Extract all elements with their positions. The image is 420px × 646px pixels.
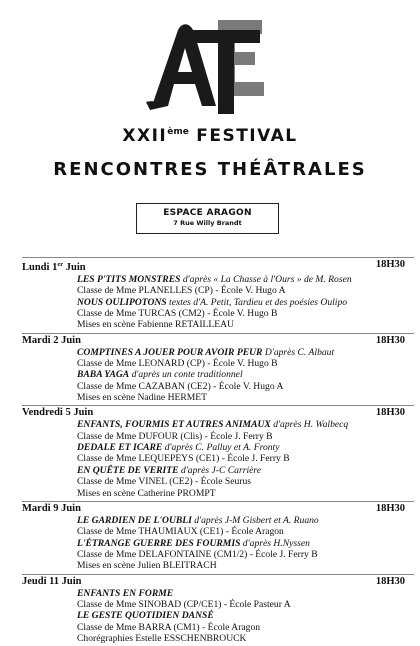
day-time: 18H30 — [375, 575, 405, 587]
schedule-line: Classe de Mme SINOBAD (CP/CE1) - École Pasteur A — [77, 598, 291, 610]
day-label-main: Mardi 9 Juin — [22, 502, 81, 514]
show-title: BABA YAGA — [77, 369, 130, 381]
day-label-main: Jeudi 11 Juin — [22, 575, 82, 587]
day-label — [22, 576, 82, 588]
show-title-line — [77, 610, 414, 621]
schedule-line: Chorégraphies Estelle ESSCHENBROUCK — [77, 632, 247, 644]
show-title-line — [77, 588, 414, 599]
day-block — [22, 501, 414, 572]
day-label — [22, 259, 86, 274]
show-title: NOUS OULIPOTONS — [77, 296, 167, 308]
title-prefix: XXII — [122, 126, 168, 146]
show-title-line — [77, 515, 414, 526]
show-title: ENFANTS, FOURMIS ET AUTRES ANIMAUX — [77, 419, 271, 431]
day-label-main: Lundi 1 — [22, 262, 58, 273]
schedule-line: Classe de Mme PLANELLES (CP) - École V. Hugo A — [77, 285, 286, 297]
show-credit: textes d'A. Petit, Tardieu et des poésies Oulipo — [166, 296, 348, 308]
show-title: ENFANTS EN FORME — [77, 587, 174, 599]
schedule-line: Mises en scène Julien BLEITRACH — [77, 560, 217, 572]
day-block — [22, 405, 414, 498]
show-title-line — [77, 274, 414, 285]
schedule-line: Classe de Mme LEONARD (CP) - École V. Hugo B — [77, 358, 278, 370]
show-credit: d'après H. Walbecq — [270, 419, 349, 431]
schedule-line: Classe de Mme LEQUEPEYS (CE1) - École J. Ferry B — [77, 453, 290, 465]
schedule-line: Classe de Mme DUFOUR (Clis) - École J. Ferry B — [77, 430, 273, 442]
venue-name: ESPACE ARAGON — [163, 208, 252, 218]
schedule-line: Classe de Mme DELAFONTAINE (CM1/2) - École J. Ferry B — [77, 548, 318, 560]
ate-logo — [138, 10, 288, 120]
day-time: 18H30 — [375, 502, 405, 514]
show-title-line — [77, 297, 414, 308]
schedule-line: Mises en scène Nadine HERMET — [77, 392, 208, 404]
schedule-line: Classe de Mme VINEL (CE2) - École Seurus — [77, 476, 251, 488]
show-title-line — [77, 369, 414, 380]
show-credit: d'après un conte traditionnel — [129, 369, 243, 381]
show-title-line — [77, 442, 414, 453]
day-time: 18H30 — [375, 259, 405, 270]
show-title: LE GARDIEN DE L'OUBLI — [77, 514, 192, 526]
show-title-line — [77, 538, 414, 549]
day-header — [22, 334, 414, 347]
show-title: LE GESTE QUOTIDIEN DANSÉ — [77, 610, 214, 622]
day-block — [22, 333, 414, 404]
venue-box — [136, 203, 279, 234]
schedule-line: Classe de Mme CAZABAN (CE2) - École V. Hugo A — [77, 380, 284, 392]
show-credit: D'après C. Albaut — [262, 346, 335, 358]
day-header — [22, 575, 414, 588]
day-header — [22, 502, 414, 515]
day-label-rest: Juin — [63, 262, 86, 273]
show-credit: d'après J-M Gisbert et A. Ruano — [191, 514, 319, 526]
show-credit: d'après C. Palluy et A. Fronty — [162, 442, 280, 454]
day-time: 18H30 — [375, 407, 405, 419]
festival-subtitle: RENCONTRES THÉÂTRALES — [53, 159, 367, 180]
day-label-main: Vendredi 5 Juin — [22, 407, 94, 419]
show-credit: d'après « La Chasse à l'Ours » de M. Rosen — [180, 274, 352, 285]
day-label-main: Mardi 2 Juin — [22, 334, 81, 346]
show-title-line — [77, 347, 414, 358]
schedule-line: Classe de Mme TURCAS (CM2) - École V. Hugo B — [77, 308, 278, 320]
schedule-line: Classe de Mme THAUMIAUX (CE1) - École Aragon — [77, 526, 284, 538]
schedule-line: Classe de Mme BARRA (CM1) - École Aragon — [77, 621, 261, 633]
show-title-line — [77, 465, 414, 476]
day-label — [22, 335, 81, 347]
schedule — [22, 257, 414, 646]
day-block — [22, 257, 414, 331]
venue-address: 7 Rue Willy Brandt — [173, 219, 242, 227]
day-header — [22, 258, 414, 274]
day-time: 18H30 — [375, 334, 405, 346]
show-credit: d'après J-C Carrière — [178, 464, 261, 476]
day-label — [22, 407, 93, 419]
day-label-superscript: er — [57, 261, 64, 268]
festival-title — [0, 126, 420, 146]
show-title: EN QUÊTE DE VERITE — [77, 464, 179, 476]
day-label — [22, 503, 81, 515]
title-suffix: FESTIVAL — [188, 126, 298, 146]
title-superscript: ème — [167, 127, 189, 137]
day-block — [22, 574, 414, 645]
show-title: L'ÉTRANGE GUERRE DES FOURMIS — [77, 537, 241, 549]
show-credit: d'après H.Nyssen — [240, 537, 310, 549]
day-header — [22, 406, 414, 419]
show-title-line — [77, 419, 414, 430]
show-title: LES P'TITS MONSTRES — [77, 274, 181, 285]
show-title: DEDALE ET ICARE — [77, 442, 163, 454]
schedule-line: Mises en scène Fabienne RETAILLEAU — [77, 319, 234, 331]
schedule-line: Mises en scène Catherine PROMPT — [77, 487, 216, 499]
show-title: COMPTINES A JOUER POUR AVOIR PEUR — [77, 346, 263, 358]
